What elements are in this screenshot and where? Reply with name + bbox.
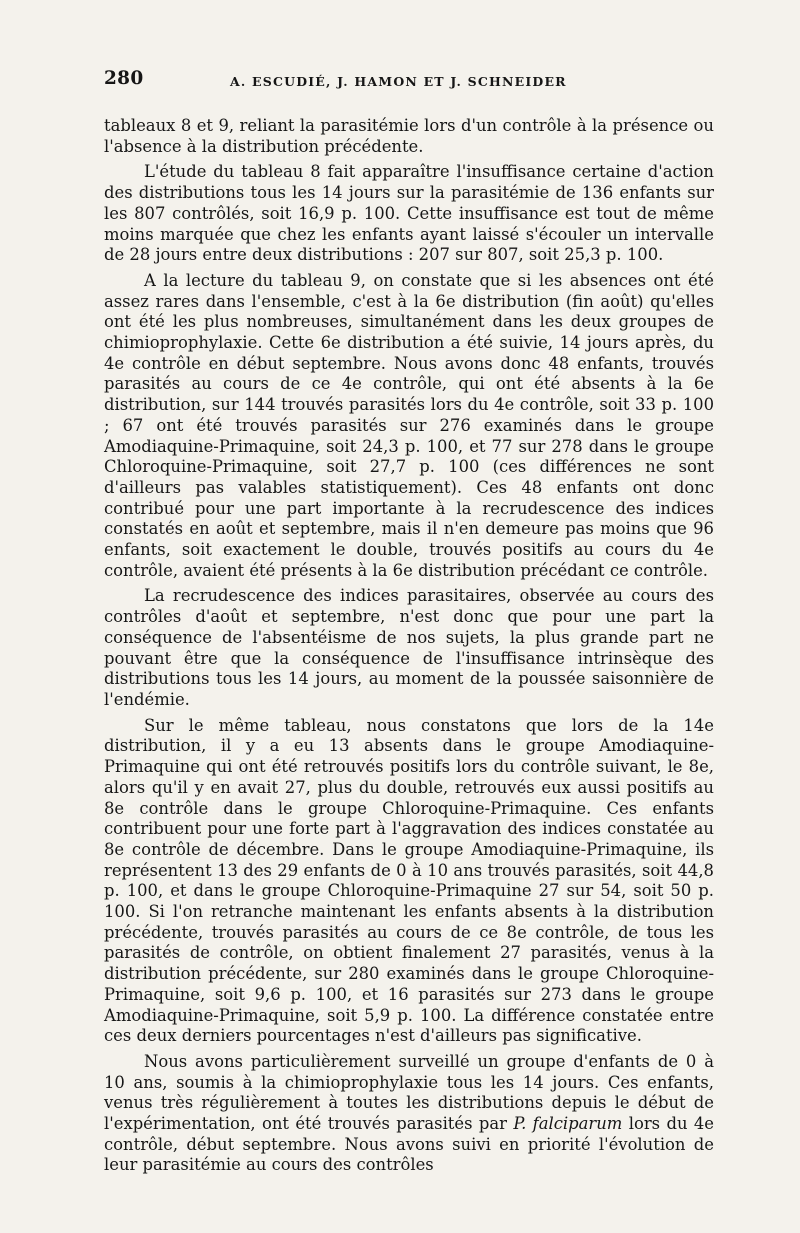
paragraph: L'étude du tableau 8 fait apparaître l'insuffisance certaine d'action des distributions tous les 14 jours sur la parasitémie de 136 enfants sur les 807 contrôlés, soit 16,9 p. 100. Cette insuffisance est tout de même moins marquée que chez les enfants ayant laissé s'écouler un intervalle de 28 jours entre deux distributions : 207 sur 807, soit 25,3 p. 100. [104, 162, 714, 265]
paragraph-text: lors du 4e contrôle, début septembre. Nous avons suivi en priorité l'évolution de leur parasitémie au cours des contrôles [104, 1114, 715, 1175]
body-text [104, 116, 714, 1176]
paragraph: La recrudescence des indices parasitaires, observée au cours des contrôles d'août et septembre, n'est donc que pour une part la conséquence de l'absentéisme de nos sujets, la plus grande part ne pouvant être que la conséquence de l'insuffisance intrinsèque des distributions tous les 14 jours, au moment de la poussée saisonnière de l'endémie. [104, 586, 714, 709]
page-number: 280 [104, 68, 144, 89]
paragraph: A la lecture du tableau 9, on constate que si les absences ont été assez rares dans l'ensemble, c'est à la 6e distribution (fin août) qu'elles ont été les plus nombreuses, simultanément dans les deux groupes de chimioprophylaxie. Cette 6e distribution a été suivie, 14 jours après, du 4e contrôle en début septembre. Nous avons donc 48 enfants, trouvés parasités au cours de ce 4e contrôle, qui ont été absents à la 6e distribution, sur 144 trouvés parasités lors du 4e contrôle, soit 33 p. 100 ; 67 ont été trouvés parasités sur 276 examinés dans le groupe Amodiaquine-Primaquine, soit 24,3 p. 100, et 77 sur 278 dans le groupe Chloroquine-Primaquine, soit 27,7 p. 100 (ces différences ne sont d'ailleurs pas valables statistiquement). Ces 48 enfants ont donc contribué pour une part importante à la recrudescence des indices constatés en août et septembre, mais il n'en demeure pas moins que 96 enfants, soit exactement le double, trouvés positifs au cours du 4e contrôle, avaient été présents à la 6e distribution précédant ce contrôle. [104, 270, 714, 580]
running-head: A. ESCUDIÉ, J. HAMON ET J. SCHNEIDER [230, 74, 567, 89]
page [104, 60, 714, 1180]
species-name: P. falciparum [513, 1114, 623, 1134]
paragraph-text: Nous avons particulièrement surveillé un groupe d'enfants de 0 à 10 ans, soumis à la chimioprophylaxie tous les 14 jours. Ces enfants, venus très régulièrement à toutes les distributions depuis le début de l'expérimentation, ont été trouvés parasités par [104, 1051, 714, 1134]
paragraph-last [104, 1052, 714, 1176]
paragraph: Sur le même tableau, nous constatons que lors de la 14e distribution, il y a eu 13 absents dans le groupe Amodiaquine-Primaquine qui ont été retrouvés positifs lors du contrôle suivant, le 8e, alors qu'il y en avait 27, plus du double, retrouvés eux aussi positifs au 8e contrôle dans le groupe Chloroquine-Primaquine. Ces enfants contribuent pour une forte part à l'aggravation des indices constatée au 8e contrôle de décembre. Dans le groupe Amodiaquine-Primaquine, ils représentent 13 des 29 enfants de 0 à 10 ans trouvés parasités, soit 44,8 p. 100, et dans le groupe Chloroquine-Primaquine 27 sur 54, soit 50 p. 100. Si l'on retranche maintenant les enfants absents à la distribution précédente, trouvés parasités au cours de ce 8e contrôle, de tous les parasités de contrôle, on obtient finalement 27 parasités, venus à la distribution précédente, sur 280 examinés dans le groupe Chloroquine-Primaquine, soit 9,6 p. 100, et 16 parasités sur 273 dans le groupe Amodiaquine-Primaquine, soit 5,9 p. 100. La différence constatée entre ces deux derniers pourcentages n'est d'ailleurs pas significative. [104, 715, 714, 1046]
paragraph: tableaux 8 et 9, reliant la parasitémie lors d'un contrôle à la présence ou l'absence à la distribution précédente. [104, 116, 714, 156]
page-header [104, 60, 714, 116]
